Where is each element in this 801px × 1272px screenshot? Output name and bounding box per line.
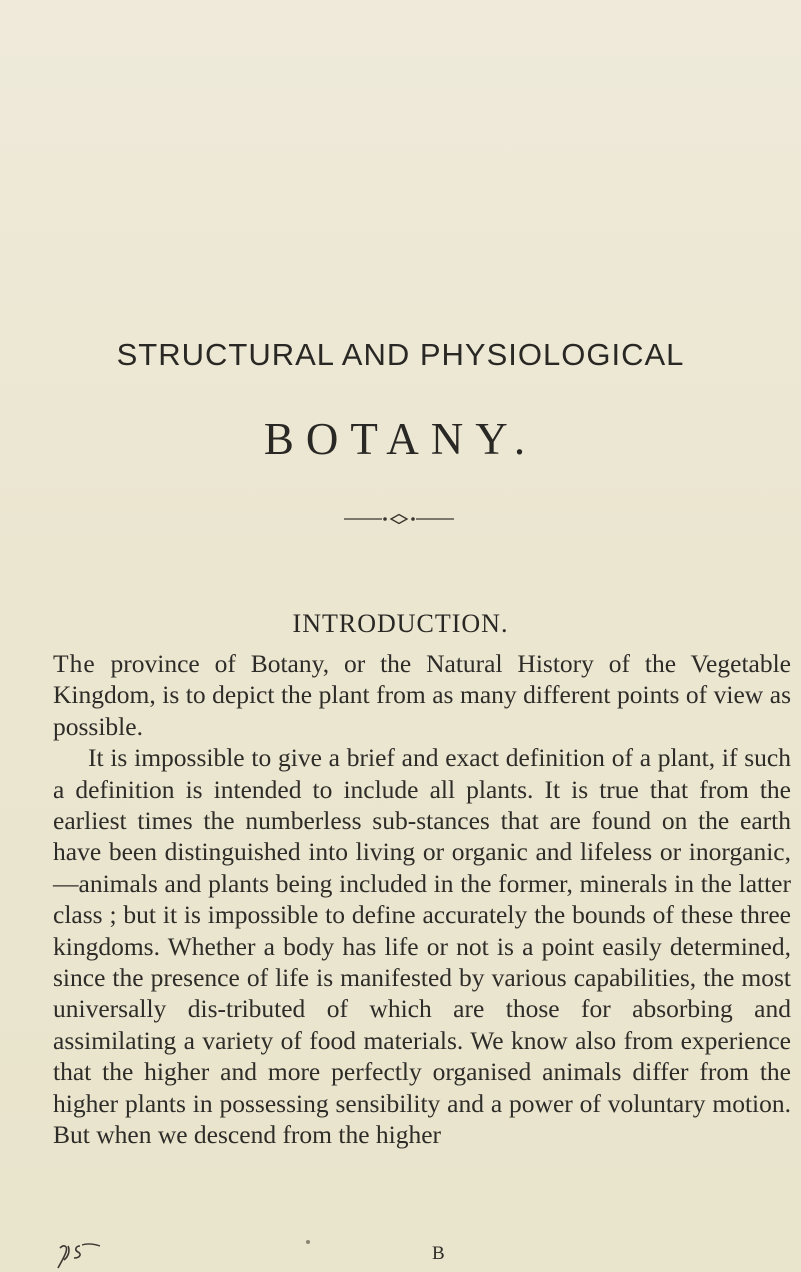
page-subtitle: BOTANY. xyxy=(263,414,538,464)
diamond-rule-ornament-icon xyxy=(344,513,454,525)
signature-mark: B xyxy=(432,1243,445,1264)
paragraph-1 xyxy=(53,648,791,742)
paper-speck xyxy=(306,1240,310,1244)
paragraph-1-lead: The xyxy=(53,649,96,678)
section-heading: INTRODUCTION. xyxy=(292,609,509,638)
paragraph-2: It is impossible to give a brief and exact definition of a plant, if such a definition is intended to include all plants. It is true that from the earliest times the numberless sub-stances that are found on the earth have been distinguished into living or organic and lifeless or inorganic,—animals and plants being included in the former, minerals in the latter class ; but it is impossible to define accurately the bounds of these three kingdoms. Whether a body has life or not is a point easily determined, since the presence of life is manifested by various capabilities, the most universally dis-tributed of which are those for absorbing and assimilating a variety of food materials. We know also from experience that the higher and more perfectly organised animals differ from the higher plants in possessing sensibility and a power of voluntary motion. But when we descend from the higher xyxy=(53,743,791,1150)
page-title: STRUCTURAL AND PHYSIOLOGICAL xyxy=(116,337,685,372)
paragraph-1-text: province of Botany, or the Natural History of the Vegetable Kingdom, is to depict the plant from as many different points of view as possible. xyxy=(53,649,791,741)
body-text xyxy=(53,648,791,1151)
